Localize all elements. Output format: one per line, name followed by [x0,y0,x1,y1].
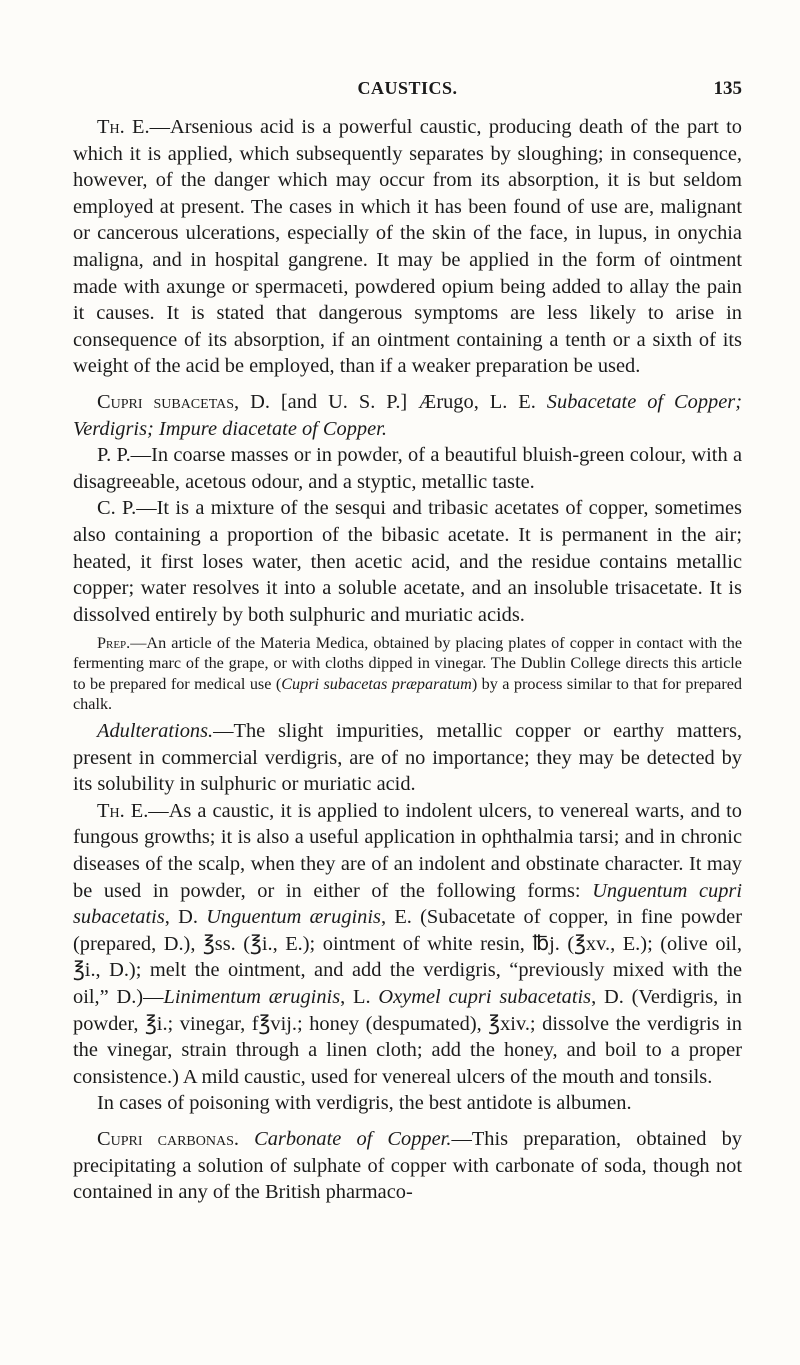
paragraph-text: , D. [164,906,207,929]
section-lead: Th. E. [97,116,150,138]
paragraph-text: , E. (Subacetate of copper, in fine powder (prepared, D.), ℥ss. (℥i., E.); ointment of white resin, ℔j. (℥xv., E.); (olive oil, ℥i., D.); melt the ointment, and add the verdigris, “previously mixed with the oil,” D.)— [73,906,742,1009]
paragraph-text: —It is a mixture of the sesqui and tribasic acetates of copper, sometimes also containing a proportion of the bibasic acetate. It is permanent in the air; heated, it first loses water, then acetic acid, and the residue contains metallic copper; water resolves it into a soluble acetate, and an insoluble trisacetate. It is dissolved entirely by both sulphuric and muriatic acids. [73,497,742,626]
section-lead: Adulterations. [97,720,214,743]
note-text: —An article of the Materia Medica, obtained by placing plates of copper in contact with the fermenting marc of the grape, or with cloths dipped in vinegar. The Dublin College directs this article to be prepared for medical use ( [73,634,742,693]
note-italic: Cupri subacetas præparatum [281,674,472,693]
chemical-properties-paragraph [73,495,742,628]
section-lead: Th. E. [97,799,149,822]
paragraph-text: —Arsenious acid is a powerful caustic, producing death of the part to which it is applied, which subsequently separates by sloughing; in consequence, however, of the danger which may occur from its absorption, it is but seldom employed at present. The cases in which it has been found of use are, malignant or cancerous ulcerations, especially of the skin of the face, in lupus, in onychia maligna, and in hospital gangrene. It may be applied in the form of ointment made with axunge or spermaceti, powdered opium being added to allay the pain it causes. It is stated that dangerous symptoms are less likely to arise in consequence of its absorption, if an ointment containing a tenth or a sixth of its weight of the acid be employed, than if a weaker preparation be used. [73,116,742,378]
running-head [73,78,742,102]
formula-linimentum: Linimentum æruginis [163,986,341,1009]
drug-name: Cupri subacetas [97,390,235,413]
paragraph-text: —In coarse masses or in powder, of a beautiful bluish-green colour, with a disagreeable, acetous odour, and a styptic, metallic taste. [73,444,742,493]
drug-synonyms: Subacetate of Copper; Verdigris; Impure diacetate of Copper. [73,390,743,440]
paragraph-text: —As a caustic, it is applied to indolent ulcers, to venereal warts, and to fungous growths; it is also a useful application in ophthalmia tarsi; and in chronic diseases of the scalp, when they are of an indolent and obstinate character. It may be used in powder, or in either of the following forms: [73,799,742,902]
paragraph-text: —This preparation, obtained by precipitating a solution of sulphate of copper with carbonate of soda, though not contained in any of the British pharmaco- [73,1128,742,1204]
body-text [73,114,742,1206]
drug-synonyms: Carbonate of Copper. [254,1128,452,1150]
drug-sources: , D. [and U. S. P.] Ærugo, L. E. [234,390,547,413]
drug-name: Cupri carbonas. [97,1128,239,1150]
note-text-end: ) by a process similar to that for prepared chalk. [73,674,742,713]
formula-unguentum-cupri: Unguentum cupri subacetatis [73,879,742,929]
preparation-note [73,633,742,714]
subacetas-heading-paragraph [73,389,742,442]
running-title: CAUSTICS. [357,78,458,98]
adulterations-paragraph [73,718,742,798]
page-number: 135 [713,78,742,99]
subacetas-therapeutics-paragraph [73,798,742,1091]
physical-properties-paragraph [73,442,742,495]
paragraph-text: , L. [340,986,379,1009]
section-lead: Prep. [97,634,131,653]
section-lead: P. P. [97,444,131,467]
antidote-paragraph: In cases of poisoning with verdigris, the best antidote is albumen. [97,1092,632,1115]
formula-unguentum-aeruginis: Unguentum æruginis [206,906,381,929]
formula-oxymel: Oxymel cupri subacetatis [378,986,592,1009]
paragraph-text: —The slight impurities, metallic copper or earthy matters, present in commercial verdigris, are of no importance; they may be detected by its solubility in sulphuric or muriatic acid. [73,720,742,796]
paragraph-text: , D. (Verdigris, in powder, ℥i.; vinegar, f℥vij.; honey (despumated), ℥xiv.; dissolve the verdigris in the vinegar, strain through a linen cloth; add the honey, and boil to a proper consistence.) A mild caustic, used for venereal ulcers of the mouth and tonsils. [73,986,742,1088]
section-lead: C. P. [97,497,137,520]
carbonas-paragraph [73,1126,742,1206]
arsenious-therapeutics-paragraph [73,114,742,380]
